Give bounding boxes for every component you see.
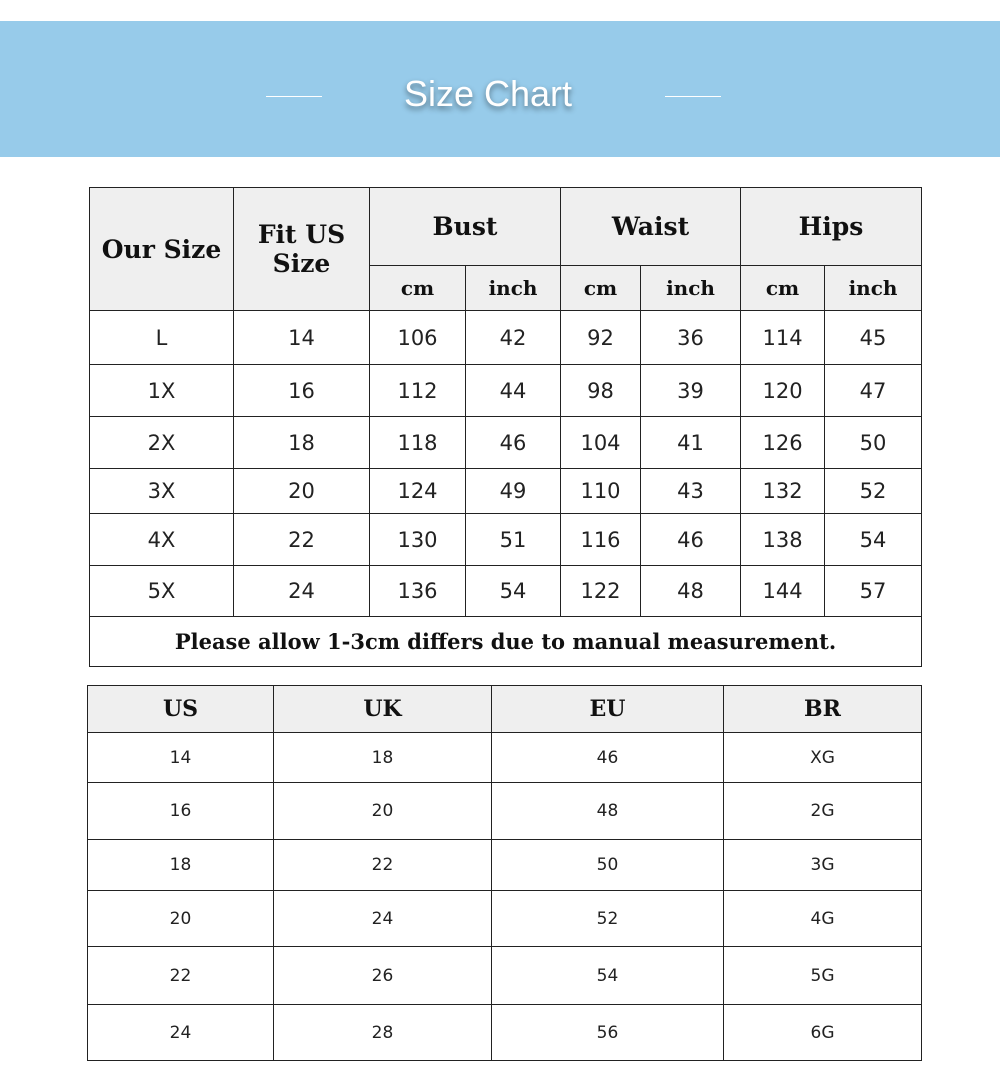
cell-our-size: 5X bbox=[90, 566, 234, 617]
cell-us: 22 bbox=[88, 947, 274, 1005]
size-row bbox=[90, 365, 922, 417]
cell-br: 2G bbox=[724, 783, 922, 840]
cell-br: XG bbox=[724, 733, 922, 783]
header-bust-cm: cm bbox=[370, 266, 466, 311]
cell-us: 16 bbox=[88, 783, 274, 840]
cell-hips-inch: 47 bbox=[825, 365, 922, 417]
cell-fit-us: 14 bbox=[234, 311, 370, 365]
header-hips: Hips bbox=[741, 188, 922, 266]
header-fit-us-size: Fit US Size bbox=[234, 188, 370, 311]
cell-fit-us: 24 bbox=[234, 566, 370, 617]
size-table-body bbox=[90, 311, 922, 617]
cell-waist-cm: 98 bbox=[561, 365, 641, 417]
cell-hips-cm: 120 bbox=[741, 365, 825, 417]
header-bust: Bust bbox=[370, 188, 561, 266]
size-row bbox=[90, 417, 922, 469]
cell-uk: 26 bbox=[274, 947, 492, 1005]
conversion-row bbox=[88, 733, 922, 783]
cell-our-size: 1X bbox=[90, 365, 234, 417]
cell-br: 5G bbox=[724, 947, 922, 1005]
cell-waist-cm: 122 bbox=[561, 566, 641, 617]
cell-us: 20 bbox=[88, 891, 274, 947]
cell-our-size: 4X bbox=[90, 514, 234, 566]
cell-fit-us: 18 bbox=[234, 417, 370, 469]
cell-bust-cm: 130 bbox=[370, 514, 466, 566]
header-hips-inch: inch bbox=[825, 266, 922, 311]
cell-uk: 22 bbox=[274, 840, 492, 891]
header-uk: UK bbox=[274, 686, 492, 733]
cell-hips-cm: 144 bbox=[741, 566, 825, 617]
cell-us: 24 bbox=[88, 1005, 274, 1061]
cell-eu: 56 bbox=[492, 1005, 724, 1061]
cell-hips-inch: 52 bbox=[825, 469, 922, 514]
cell-eu: 50 bbox=[492, 840, 724, 891]
header-waist: Waist bbox=[561, 188, 741, 266]
cell-waist-inch: 41 bbox=[641, 417, 741, 469]
cell-eu: 48 bbox=[492, 783, 724, 840]
size-row bbox=[90, 311, 922, 365]
header-waist-cm: cm bbox=[561, 266, 641, 311]
conversion-row bbox=[88, 840, 922, 891]
cell-uk: 28 bbox=[274, 1005, 492, 1061]
cell-hips-cm: 132 bbox=[741, 469, 825, 514]
cell-waist-inch: 43 bbox=[641, 469, 741, 514]
cell-waist-inch: 46 bbox=[641, 514, 741, 566]
cell-our-size: 3X bbox=[90, 469, 234, 514]
cell-waist-cm: 104 bbox=[561, 417, 641, 469]
cell-bust-inch: 42 bbox=[466, 311, 561, 365]
cell-bust-cm: 136 bbox=[370, 566, 466, 617]
cell-bust-inch: 46 bbox=[466, 417, 561, 469]
cell-bust-cm: 106 bbox=[370, 311, 466, 365]
header-us: US bbox=[88, 686, 274, 733]
conversion-row bbox=[88, 1005, 922, 1061]
cell-waist-inch: 48 bbox=[641, 566, 741, 617]
header-waist-inch: inch bbox=[641, 266, 741, 311]
cell-waist-inch: 36 bbox=[641, 311, 741, 365]
cell-bust-inch: 51 bbox=[466, 514, 561, 566]
cell-bust-cm: 118 bbox=[370, 417, 466, 469]
cell-uk: 24 bbox=[274, 891, 492, 947]
header-eu: EU bbox=[492, 686, 724, 733]
cell-waist-cm: 110 bbox=[561, 469, 641, 514]
cell-hips-cm: 138 bbox=[741, 514, 825, 566]
banner-right-rule bbox=[665, 96, 721, 97]
cell-fit-us: 22 bbox=[234, 514, 370, 566]
cell-us: 18 bbox=[88, 840, 274, 891]
cell-uk: 20 bbox=[274, 783, 492, 840]
cell-hips-cm: 126 bbox=[741, 417, 825, 469]
cell-waist-inch: 39 bbox=[641, 365, 741, 417]
cell-us: 14 bbox=[88, 733, 274, 783]
cell-br: 6G bbox=[724, 1005, 922, 1061]
cell-our-size: L bbox=[90, 311, 234, 365]
cell-eu: 46 bbox=[492, 733, 724, 783]
cell-bust-inch: 44 bbox=[466, 365, 561, 417]
size-row bbox=[90, 469, 922, 514]
cell-bust-cm: 124 bbox=[370, 469, 466, 514]
cell-eu: 52 bbox=[492, 891, 724, 947]
conversion-row bbox=[88, 947, 922, 1005]
page-title: Size Chart bbox=[403, 73, 573, 114]
cell-br: 4G bbox=[724, 891, 922, 947]
header-bust-inch: inch bbox=[466, 266, 561, 311]
cell-bust-inch: 49 bbox=[466, 469, 561, 514]
cell-hips-inch: 50 bbox=[825, 417, 922, 469]
cell-bust-inch: 54 bbox=[466, 566, 561, 617]
header-hips-cm: cm bbox=[741, 266, 825, 311]
conversion-table-body bbox=[88, 733, 922, 1061]
cell-hips-inch: 45 bbox=[825, 311, 922, 365]
size-conversion-table bbox=[87, 685, 922, 1061]
cell-fit-us: 20 bbox=[234, 469, 370, 514]
cell-waist-cm: 116 bbox=[561, 514, 641, 566]
cell-hips-inch: 54 bbox=[825, 514, 922, 566]
conversion-row bbox=[88, 891, 922, 947]
header-our-size: Our Size bbox=[90, 188, 234, 311]
header-br: BR bbox=[724, 686, 922, 733]
cell-br: 3G bbox=[724, 840, 922, 891]
size-row bbox=[90, 514, 922, 566]
cell-hips-cm: 114 bbox=[741, 311, 825, 365]
cell-uk: 18 bbox=[274, 733, 492, 783]
size-chart-banner bbox=[0, 21, 1000, 157]
size-row bbox=[90, 566, 922, 617]
cell-waist-cm: 92 bbox=[561, 311, 641, 365]
cell-hips-inch: 57 bbox=[825, 566, 922, 617]
conversion-row bbox=[88, 783, 922, 840]
cell-our-size: 2X bbox=[90, 417, 234, 469]
cell-eu: 54 bbox=[492, 947, 724, 1005]
measurement-note: Please allow 1-3cm differs due to manual measurement. bbox=[90, 617, 922, 667]
cell-fit-us: 16 bbox=[234, 365, 370, 417]
size-measurement-table bbox=[89, 187, 922, 667]
cell-bust-cm: 112 bbox=[370, 365, 466, 417]
